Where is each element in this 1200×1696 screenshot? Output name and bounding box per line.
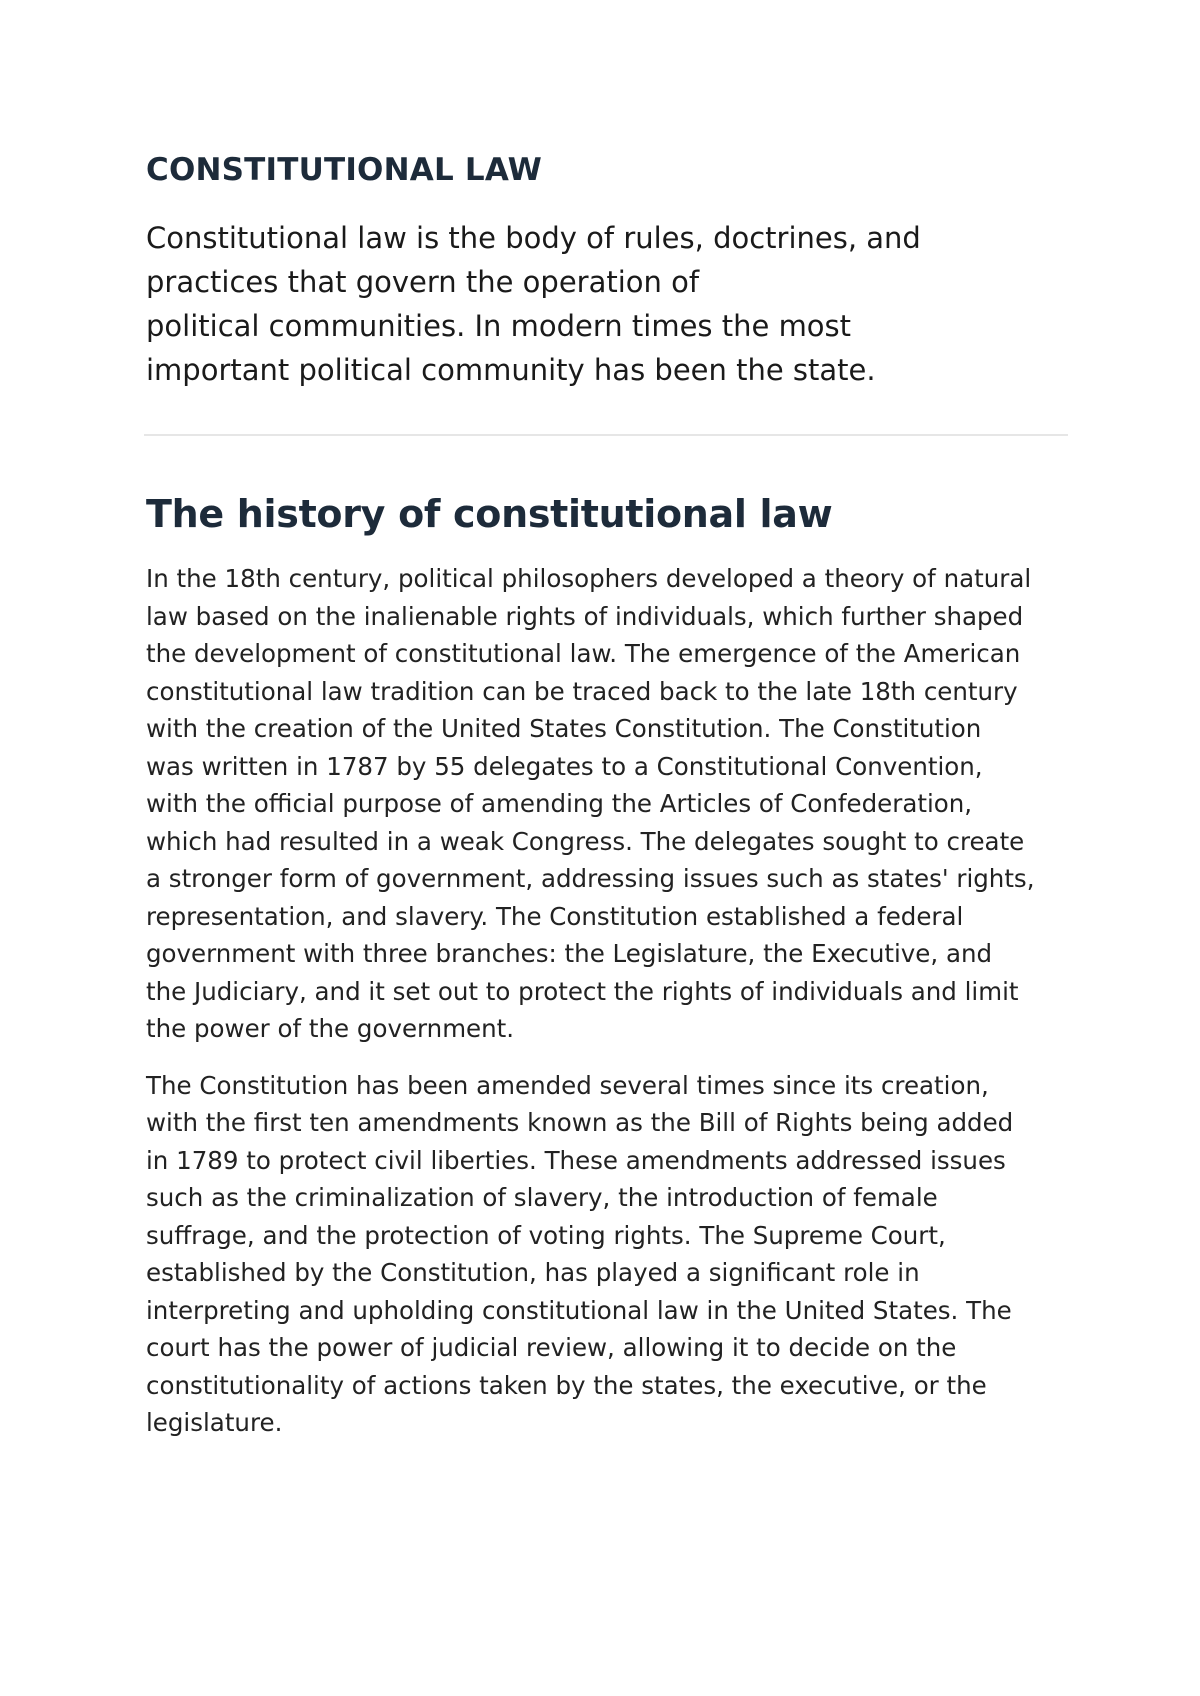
paragraph-line: the Judiciary, and it set out to protect the rights of individuals and limit bbox=[146, 976, 1019, 1006]
section-heading: The history of constitutional law bbox=[146, 492, 833, 536]
paragraph-line: in 1789 to protect civil liberties. These amendments addressed issues bbox=[146, 1145, 1006, 1175]
paragraph-line: was written in 1787 by 55 delegates to a Constitutional Convention, bbox=[146, 751, 983, 781]
paragraph-line: the power of the government. bbox=[146, 1014, 515, 1043]
lead-line: practices that govern the operation of bbox=[146, 265, 700, 299]
lead-line: important political community has been the state. bbox=[146, 353, 876, 387]
paragraph-line: In the 18th century, political philosophers developed a theory of natural bbox=[146, 564, 1032, 593]
paragraph-line: suffrage, and the protection of voting rights. The Supreme Court, bbox=[146, 1220, 946, 1250]
lead-line: political communities. In modern times the most bbox=[146, 309, 852, 343]
paragraph-line: law based on the inalienable rights of individuals, which further shaped bbox=[146, 601, 1024, 631]
paragraph-line: with the first ten amendments known as the Bill of Rights being added bbox=[146, 1108, 1014, 1137]
document-kicker: CONSTITUTIONAL LAW bbox=[146, 152, 543, 188]
lead-line: Constitutional law is the body of rules, doctrines, and bbox=[146, 221, 921, 255]
paragraph-line: The Constitution has been amended several times since its creation, bbox=[146, 1070, 989, 1100]
lead-paragraph bbox=[146, 216, 1026, 392]
paragraph-line: constitutionality of actions taken by the states, the executive, or the bbox=[146, 1370, 987, 1400]
body-paragraph-2 bbox=[146, 1067, 1064, 1442]
paragraph-line: which had resulted in a weak Congress. The delegates sought to create bbox=[146, 826, 1025, 856]
paragraph-line: representation, and slavery. The Constitution established a federal bbox=[146, 901, 964, 931]
paragraph-line: legislature. bbox=[146, 1408, 283, 1437]
paragraph-line: the development of constitutional law. The emergence of the American bbox=[146, 639, 1021, 668]
paragraph-line: with the creation of the United States Constitution. The Constitution bbox=[146, 714, 982, 743]
paragraph-line: court has the power of judicial review, allowing it to decide on the bbox=[146, 1333, 957, 1362]
paragraph-line: constitutional law tradition can be traced back to the late 18th century bbox=[146, 676, 1018, 706]
paragraph-line: a stronger form of government, addressing issues such as states' rights, bbox=[146, 864, 1035, 893]
paragraph-line: established by the Constitution, has played a significant role in bbox=[146, 1258, 920, 1287]
paragraph-line: government with three branches: the Legislature, the Executive, and bbox=[146, 939, 993, 968]
paragraph-line: with the official purpose of amending the Articles of Confederation, bbox=[146, 789, 973, 818]
document-content bbox=[146, 150, 1066, 1461]
section-divider bbox=[144, 434, 1068, 436]
paragraph-line: such as the criminalization of slavery, the introduction of female bbox=[146, 1183, 938, 1212]
body-paragraph-1 bbox=[146, 560, 1064, 1048]
paragraph-line: interpreting and upholding constitutional law in the United States. The bbox=[146, 1295, 1012, 1325]
